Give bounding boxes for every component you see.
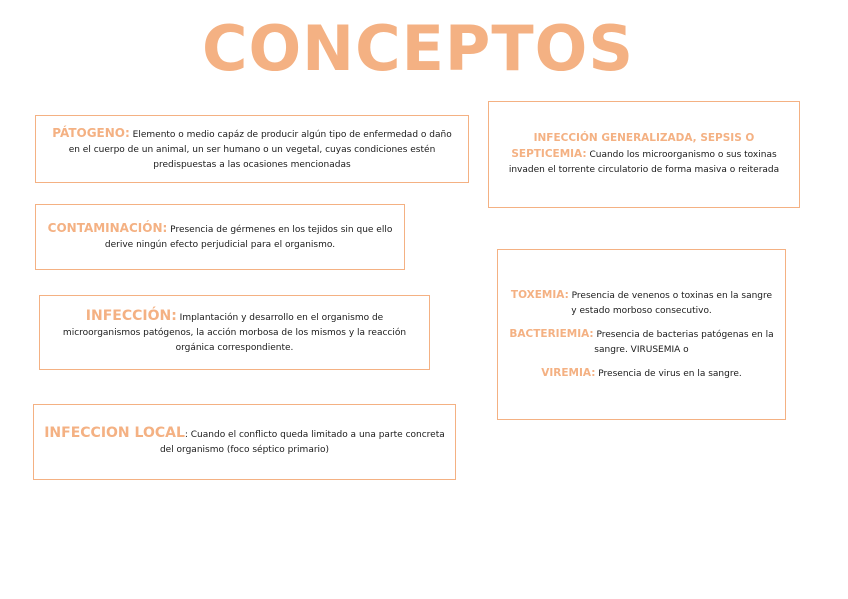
toxemia-term: TOXEMIA: — [510, 288, 569, 301]
viremia-entry — [541, 366, 742, 382]
viremia-term: VIREMIA: — [541, 366, 596, 379]
patogeno-definition: Elemento o medio capáz de producir algún tipo de enfermedad o daño en el cuerpo de un animal, un ser humano o un vegetal, cuyas condiciones estén predispuestas a las ocasiones mencionadas — [68, 129, 452, 170]
infeccion-term: INFECCIÓN: — [85, 308, 177, 324]
contaminacion-term: CONTAMINACIÓN: — [47, 221, 168, 235]
contaminacion-definition: Presencia de gérmenes en los tejidos sin que ello derive ningún efecto perjudicial para el organismo. — [104, 225, 393, 250]
page-title: CONCEPTOS — [201, 12, 635, 85]
infeccion-generalizada-term: INFECCIÓN GENERALIZADA, SEPSIS O SEPTICEMIA: — [511, 132, 755, 160]
toxemia-group-box — [497, 249, 786, 420]
infeccion-local-box — [33, 404, 456, 480]
contaminacion-entry — [46, 221, 394, 253]
patogeno-box — [35, 115, 469, 183]
bacteriemia-entry — [508, 327, 775, 358]
patogeno-entry — [46, 126, 458, 173]
infeccion-definition: Implantación y desarrollo en el organismo de microorganismos patógenos, la acción morbosa de los mismos y la reacción orgánica correspondiente. — [62, 313, 407, 353]
bacteriemia-term: BACTERIEMIA: — [509, 327, 594, 340]
infeccion-box — [39, 295, 430, 370]
infeccion-local-entry — [44, 426, 445, 458]
bacteriemia-definition: Presencia de bacterias patógenas en la sangre. VIRUSEMIA o — [594, 329, 774, 355]
toxemia-definition: Presencia de venenos o toxinas en la sangre y estado morboso consecutivo. — [571, 290, 773, 316]
infeccion-local-term: INFECCION LOCAL — [44, 425, 185, 441]
infeccion-local-definition: : Cuando el conflicto queda limitado a una parte concreta del organismo (foco séptico primario) — [159, 430, 445, 455]
toxemia-entry — [508, 288, 775, 319]
contaminacion-box — [35, 204, 405, 270]
viremia-definition: Presencia de virus en la sangre. — [598, 368, 742, 379]
infeccion-entry — [50, 309, 419, 356]
infeccion-generalizada-box — [488, 101, 800, 208]
infeccion-generalizada-entry — [499, 131, 789, 178]
patogeno-term: PÁTOGENO: — [52, 125, 130, 140]
infeccion-generalizada-definition: Cuando los microorganismo o sus toxinas invaden el torrente circulatorio de forma masiva o reiterada — [508, 150, 780, 175]
